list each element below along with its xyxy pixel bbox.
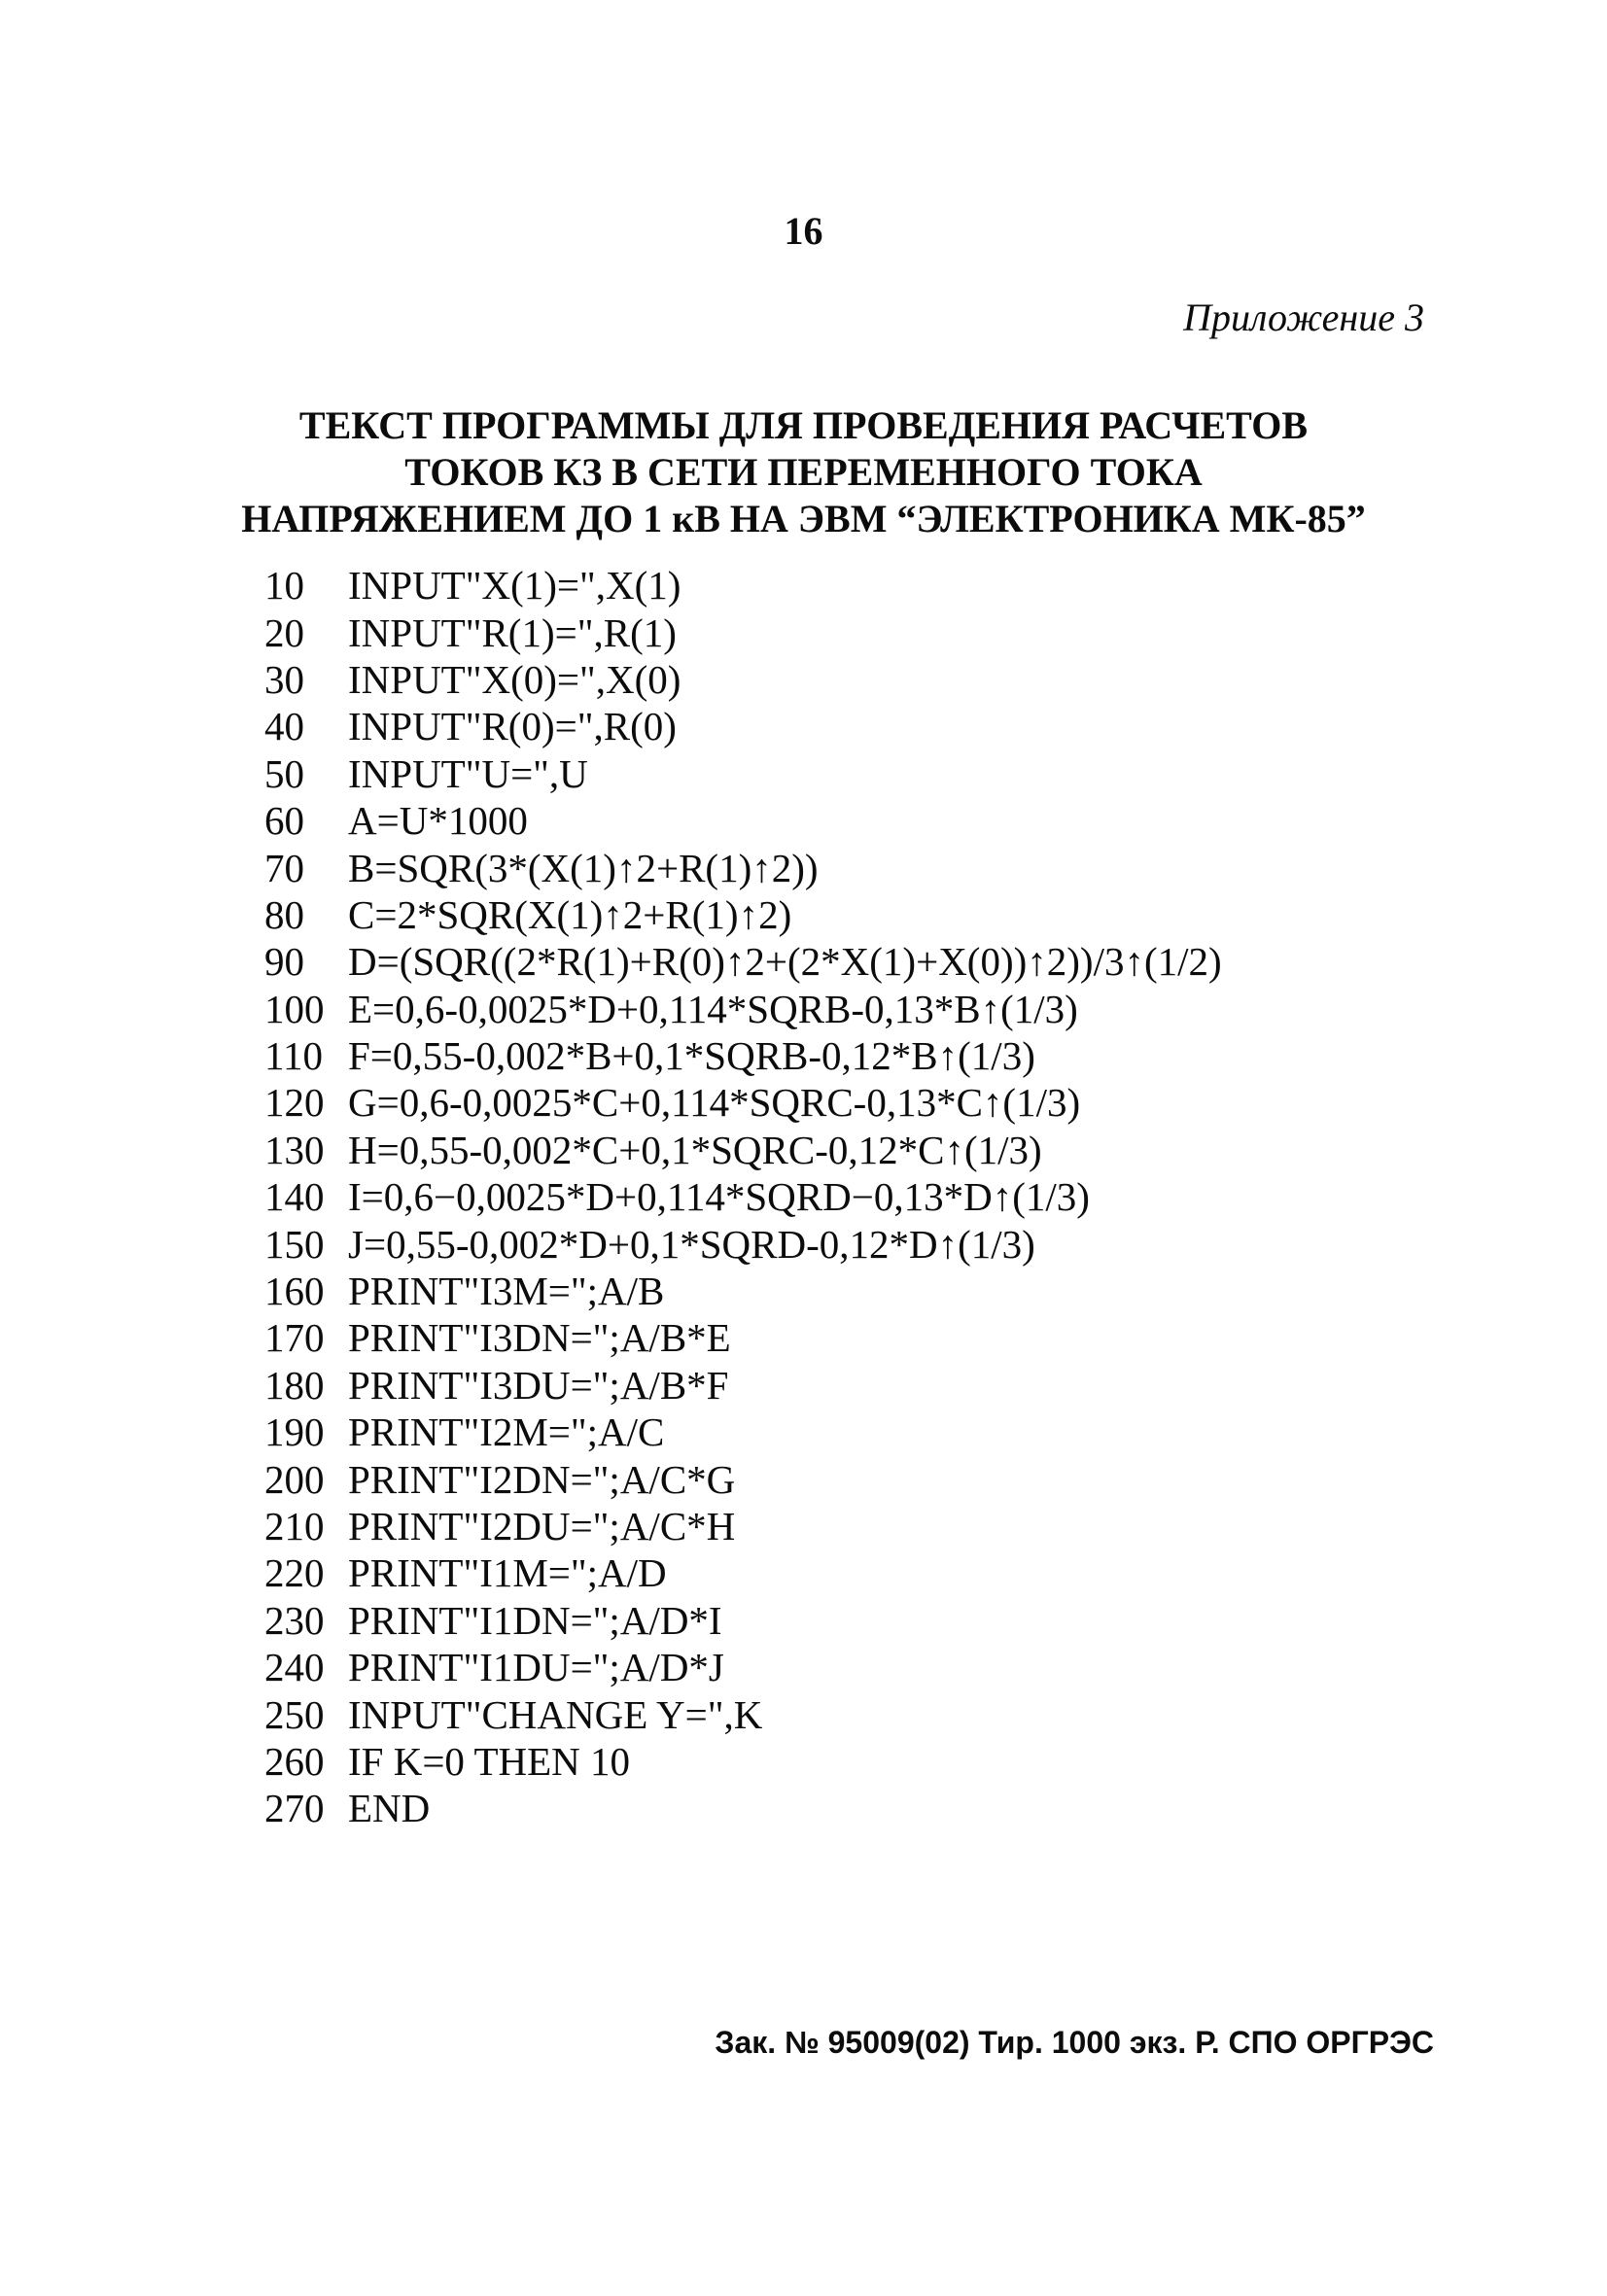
program-line bbox=[264, 1409, 1222, 1455]
line-code: I=0,6−0,0025*D+0,114*SQRD−0,13*D↑(1/3) bbox=[348, 1174, 1090, 1220]
line-code: IF K=0 THEN 10 bbox=[348, 1738, 631, 1784]
line-code: J=0,55-0,002*D+0,1*SQRD-0,12*D↑(1/3) bbox=[348, 1221, 1035, 1267]
line-code: H=0,55-0,002*C+0,1*SQRC-0,12*C↑(1/3) bbox=[348, 1127, 1042, 1172]
program-line bbox=[264, 986, 1222, 1032]
line-code: PRINT"I3M=";A/B bbox=[348, 1269, 665, 1314]
line-code: D=(SQR((2*R(1)+R(0)↑2+(2*X(1)+X(0))↑2))/3↑(1/2) bbox=[348, 939, 1222, 985]
program-line bbox=[264, 656, 1222, 703]
program-line bbox=[264, 1362, 1222, 1409]
line-number: 170 bbox=[264, 1315, 325, 1361]
line-number: 30 bbox=[264, 656, 304, 702]
line-number: 160 bbox=[264, 1269, 325, 1314]
program-line bbox=[264, 797, 1222, 844]
page-number: 16 bbox=[784, 209, 823, 253]
line-number: 200 bbox=[264, 1456, 325, 1502]
line-code: PRINT"I2DN=";A/C*G bbox=[348, 1456, 736, 1502]
line-code: END bbox=[348, 1786, 431, 1831]
program-line bbox=[264, 1644, 1222, 1690]
program-line bbox=[264, 562, 1222, 609]
program-line bbox=[264, 1549, 1222, 1596]
line-code: B=SQR(3*(X(1)↑2+R(1)↑2)) bbox=[348, 845, 819, 890]
title-line: ТЕКСТ ПРОГРАММЫ ДЛЯ ПРОВЕДЕНИЯ РАСЧЕТОВ bbox=[298, 403, 1309, 447]
line-code: PRINT"I1DU=";A/D*J bbox=[348, 1645, 724, 1690]
line-code: C=2*SQR(X(1)↑2+R(1)↑2) bbox=[348, 891, 792, 937]
line-number: 270 bbox=[264, 1786, 325, 1831]
title-line: ТОКОВ КЗ В СЕТИ ПЕРЕМЕННОГО ТОКА bbox=[404, 450, 1203, 494]
line-code: INPUT"R(1)=",R(1) bbox=[348, 609, 677, 655]
title-line: НАПРЯЖЕНИЕМ ДО 1 кВ НА ЭВМ “ЭЛЕКТРОНИКА МК-85” bbox=[241, 497, 1366, 540]
program-line bbox=[264, 750, 1222, 797]
program-line bbox=[264, 609, 1222, 655]
program-line bbox=[264, 1127, 1222, 1173]
line-number: 210 bbox=[264, 1504, 325, 1548]
line-code: PRINT"I3DU=";A/B*F bbox=[348, 1362, 729, 1408]
line-code: PRINT"I3DN=";A/B*E bbox=[348, 1315, 731, 1361]
program-line bbox=[264, 1690, 1222, 1737]
line-code: INPUT"X(1)=",X(1) bbox=[348, 563, 681, 609]
line-code: INPUT"U=",U bbox=[348, 750, 588, 796]
line-number: 20 bbox=[264, 609, 304, 655]
line-code: INPUT"X(0)=",X(0) bbox=[348, 656, 681, 702]
line-code: G=0,6-0,0025*C+0,114*SQRC-0,13*C↑(1/3) bbox=[348, 1080, 1081, 1126]
line-number: 150 bbox=[264, 1221, 325, 1267]
program-line bbox=[264, 1032, 1222, 1079]
line-number: 250 bbox=[264, 1691, 325, 1737]
line-number: 100 bbox=[264, 986, 325, 1031]
program-line bbox=[264, 1455, 1222, 1502]
line-number: 220 bbox=[264, 1550, 325, 1596]
line-code: PRINT"I2M=";A/C bbox=[348, 1409, 665, 1455]
line-number: 110 bbox=[264, 1033, 323, 1079]
program-line bbox=[264, 1738, 1222, 1785]
line-number: 230 bbox=[264, 1597, 325, 1643]
program-line bbox=[264, 1079, 1222, 1126]
program-line bbox=[264, 1314, 1222, 1361]
line-number: 180 bbox=[264, 1362, 325, 1408]
line-code: E=0,6-0,0025*D+0,114*SQRB-0,13*B↑(1/3) bbox=[348, 986, 1078, 1031]
appendix-label: Приложение 3 bbox=[1183, 296, 1424, 339]
line-number: 130 bbox=[264, 1127, 325, 1172]
program-line bbox=[264, 844, 1222, 890]
line-code: PRINT"I1DN=";A/D*I bbox=[348, 1597, 722, 1643]
line-number: 90 bbox=[264, 939, 304, 985]
program-line bbox=[264, 703, 1222, 749]
line-number: 60 bbox=[264, 798, 304, 844]
line-number: 50 bbox=[264, 750, 304, 796]
line-code: PRINT"I2DU=";A/C*H bbox=[348, 1504, 736, 1548]
program-line bbox=[264, 1503, 1222, 1549]
line-code: INPUT"CHANGE Y=",K bbox=[348, 1691, 763, 1737]
line-number: 260 bbox=[264, 1738, 325, 1784]
line-number: 140 bbox=[264, 1174, 325, 1220]
line-code: PRINT"I1M=";A/D bbox=[348, 1550, 667, 1596]
line-code: A=U*1000 bbox=[348, 798, 528, 844]
line-number: 10 bbox=[264, 563, 304, 609]
line-number: 190 bbox=[264, 1409, 325, 1455]
line-number: 70 bbox=[264, 845, 304, 890]
line-code: INPUT"R(0)=",R(0) bbox=[348, 704, 677, 749]
program-listing bbox=[264, 562, 1222, 1832]
line-number: 240 bbox=[264, 1645, 325, 1690]
line-code: F=0,55-0,002*B+0,1*SQRB-0,12*B↑(1/3) bbox=[348, 1033, 1035, 1079]
program-line bbox=[264, 1268, 1222, 1314]
program-line bbox=[264, 1220, 1222, 1267]
program-line bbox=[264, 891, 1222, 938]
program-line bbox=[264, 1785, 1222, 1831]
program-line bbox=[264, 1173, 1222, 1220]
print-imprint: Зак. № 95009(02) Тир. 1000 экз. Р. СПО ОРГРЭС bbox=[715, 2025, 1434, 2060]
program-line bbox=[264, 1597, 1222, 1644]
program-line bbox=[264, 938, 1222, 985]
line-number: 120 bbox=[264, 1080, 325, 1126]
line-number: 80 bbox=[264, 891, 304, 937]
line-number: 40 bbox=[264, 704, 304, 749]
document-title bbox=[0, 402, 1607, 542]
